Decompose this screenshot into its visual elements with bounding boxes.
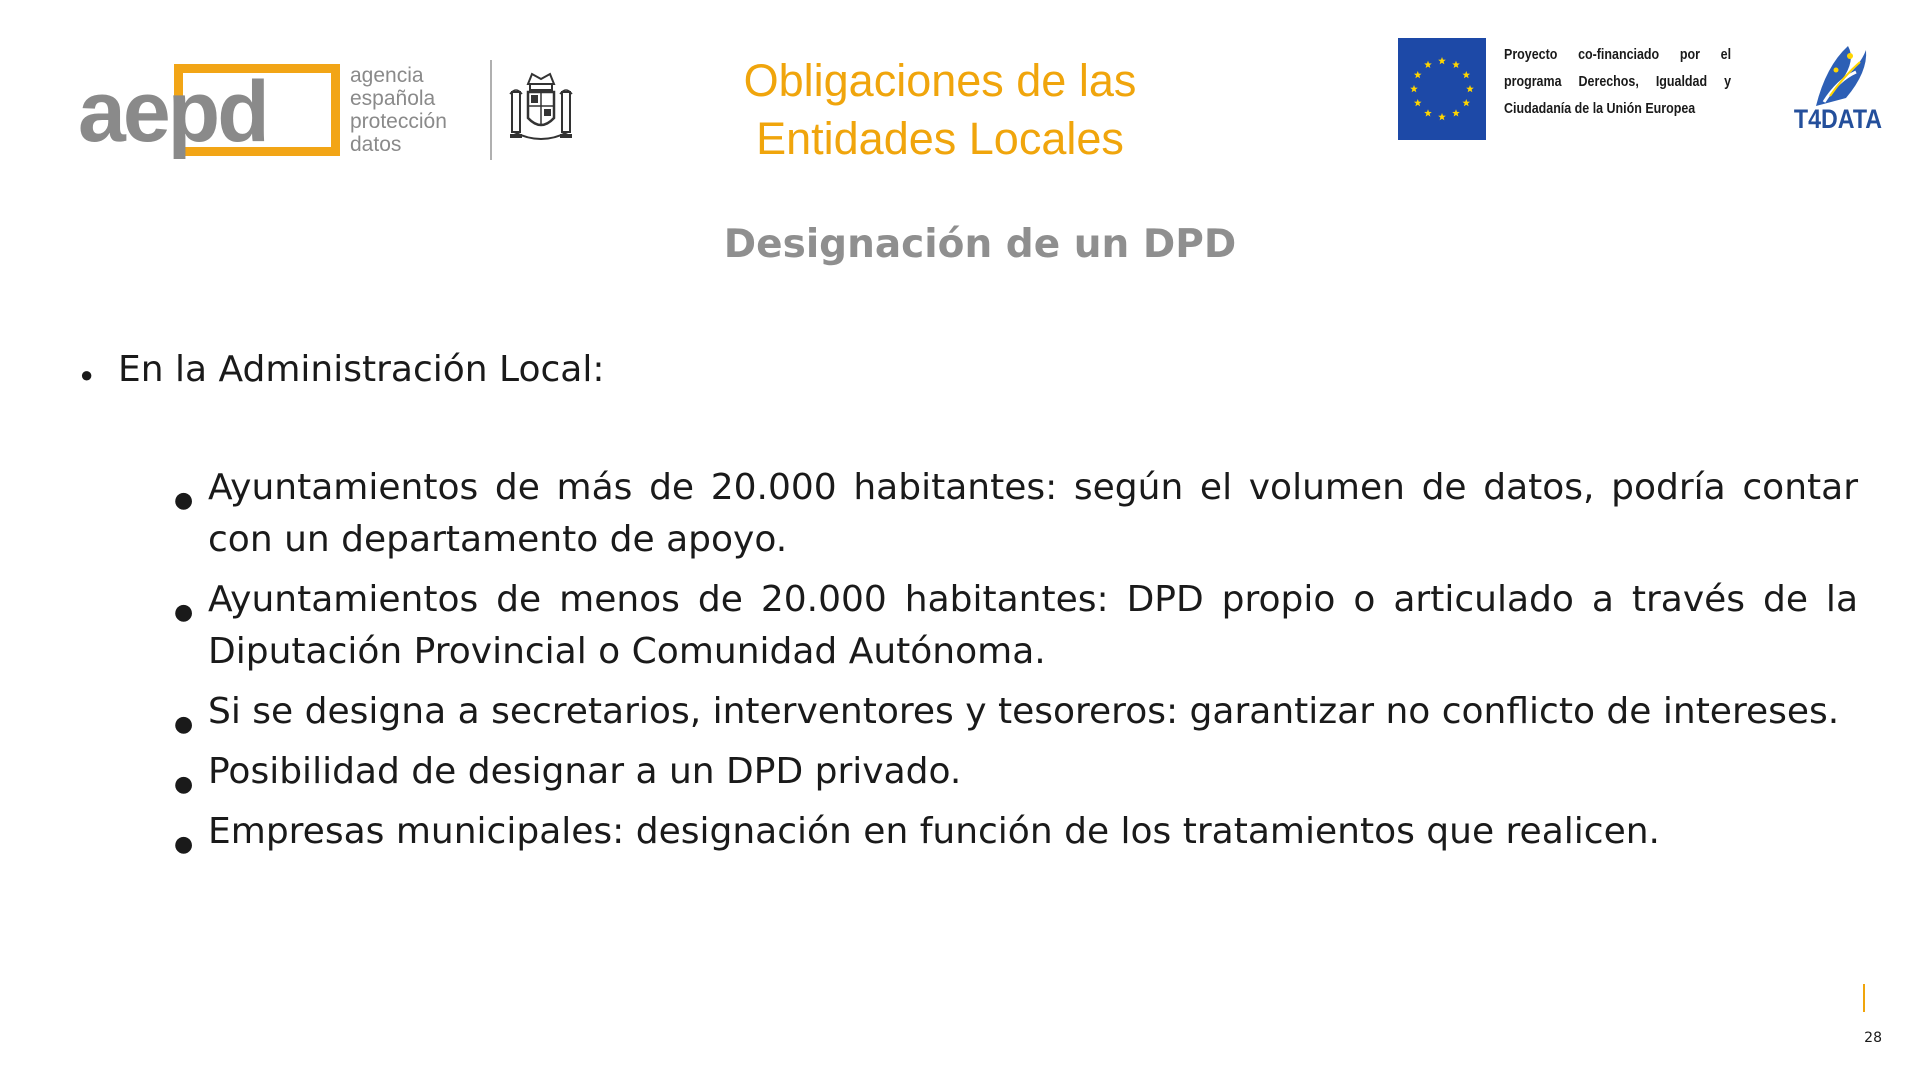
list-item: [174, 574, 1858, 678]
list-item: [174, 686, 1858, 738]
list-item-text: Ayuntamientos de más de 20.000 habitantes: según el volumen de datos, podría contar con un departamento de apoyo.: [208, 467, 1858, 560]
page-title: [640, 52, 1240, 168]
bullet-dot-icon: ●: [174, 600, 194, 625]
eu-funding-text: Proyecto co-financiado por el programa Derechos, Igualdad y Ciudadanía de la Unión Europea: [1504, 47, 1732, 117]
aepd-logo: [78, 60, 508, 170]
aepd-bracket-right-shape: [260, 64, 340, 156]
list-item: [174, 746, 1858, 798]
bullet-dot-icon: ●: [80, 362, 94, 387]
list-item-text: Ayuntamientos de menos de 20.000 habitantes: DPD propio o articulado a través de la Diputación Provincial o Comunidad Autónoma.: [208, 579, 1858, 672]
bullet-level1: En la Administración Local:: [118, 349, 605, 390]
footer-accent-line: [1863, 984, 1865, 1012]
bullet-dot-icon: ●: [174, 712, 194, 737]
list-item-text: Si se designa a secretarios, interventores y tesoreros: garantizar no conflicto de intereses.: [208, 691, 1840, 732]
t4data-label: T4DATA: [1793, 104, 1883, 134]
bullet-dot-icon: ●: [174, 772, 194, 797]
bullet-dot-icon: ●: [174, 832, 194, 857]
aepd-line-1: agencia: [350, 64, 424, 87]
list-item: [174, 806, 1858, 858]
title-line-1: Obligaciones de las: [743, 55, 1137, 106]
sub-bullet-list: [174, 462, 1858, 866]
eu-flag-icon: [1398, 38, 1486, 140]
list-item-text: Empresas municipales: designación en función de los tratamientos que realicen.: [208, 811, 1660, 852]
list-item-text: Posibilidad de designar a un DPD privado.: [208, 751, 962, 792]
list-item: [174, 462, 1858, 566]
aepd-logo-word: aepd: [78, 64, 267, 160]
section-subtitle: Designación de un DPD: [723, 222, 1237, 267]
title-line-2: Entidades Locales: [756, 113, 1124, 164]
logo-divider: [490, 60, 492, 160]
aepd-line-2: española: [350, 87, 436, 110]
page-number: 28: [1864, 1030, 1882, 1046]
spain-coat-of-arms-icon: [506, 70, 576, 152]
aepd-line-3: protección: [350, 110, 447, 133]
bullet-dot-icon: ●: [174, 488, 194, 513]
aepd-logo-text: [350, 64, 447, 156]
aepd-line-4: datos: [350, 133, 402, 156]
